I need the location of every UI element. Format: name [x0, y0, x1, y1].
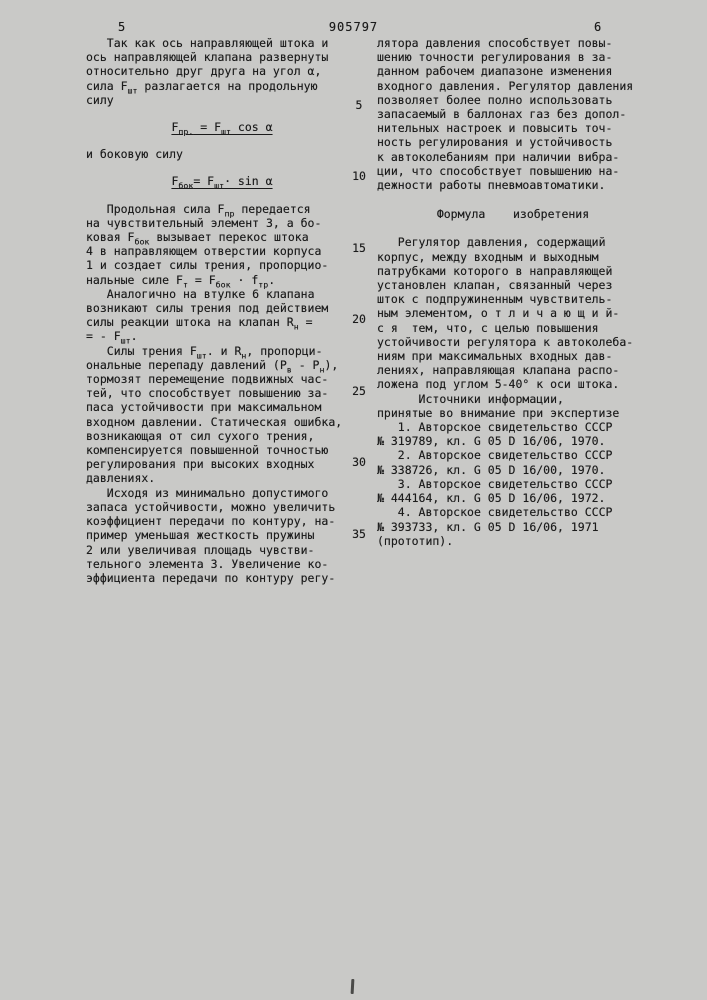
paragraph: Силы трения $F_{шт}$. и $R_н$, пропорци- ональные перепаду давлений $(Р_в - Р_н)$, тормозят перемещение подвижных час- тей, что способствует повышению за- паса устойчивости при максимальном входном давлении. Статическая ошибка, возникающая от сил сухого трения, компенсируется повышенной точностью регулирования при высоких входных давлениях.	[86, 343, 343, 486]
formula-longitudinal-force: $F_{пр.} = F_{шт}$ cos α	[171, 120, 273, 137]
paragraph: Регулятор давления, содержащий корпус, между входным и выходным патрубками которого в направляющей установлен клапан, связанный через шток с подпружиненным чувствитель- ным элементом, о т л и ч а ю щ и й- с я тем, что, с целью повышения устойчивости регулятора к автоколеба- ниям при максимальных входных дав- лениях, направляющая клапана распо- ложена под углом 5-40° к оси штока.	[377, 235, 634, 392]
page-number-right: 6	[594, 20, 602, 34]
paragraph: и боковую силу	[86, 147, 183, 162]
paragraph: лятора давления способствует повы- шению точности регулирования в за- данном рабочем диапазоне изменения входного давления. Регулятор давления позволяет более полно использовать запасаемый в баллонах газ без допол- нительных настроек и повысить точ- ность регулирования и устойчивость к автоколебаниям при наличии вибра- ции, что способствует повышению на- дежности работы пневмоавтоматики.	[377, 36, 634, 193]
reference-item: 3. Авторское свидетельство СССР № 444164, кл. G 05 D 16/06, 1972.	[377, 476, 613, 506]
formula-lateral-force: $F_{бок}= F_{шт}\cdot \sin \alpha$	[171, 174, 273, 191]
margin-line-number: 10	[352, 169, 366, 183]
right-column	[377, 36, 649, 548]
margin-line-number: 30	[352, 455, 366, 469]
margin-line-number: 5	[355, 98, 363, 112]
paragraph: Аналогично на втулке 6 клапана возникают силы трения под действием силы реакции штока на клапан $R_н$ = = - $F_{шт}$.	[86, 286, 329, 346]
reference-item: 2. Авторское свидетельство СССР № 338726, кл. G 05 D 16/00, 1970.	[377, 448, 613, 477]
reference-item: 4. Авторское свидетельство СССР № 393733, кл. G 05 D 16/06, 1971 (прототип).	[377, 505, 613, 548]
reference-item: 1. Авторское свидетельство СССР № 319789, кл. G 05 D 16/06, 1970.	[377, 420, 613, 449]
scan-artifact	[351, 979, 355, 994]
margin-line-number: 25	[352, 384, 366, 398]
margin-line-number: 20	[352, 312, 366, 326]
paragraph: Продольная сила $F_{пр}$ передается на чувствительный элемент 3, а бо- ковая $F_{бок}$ вызывает перекос штока 4 в направляющем отверстии корпуса 1 и создает силы трения, пропорцио- нальные силе $F_т = F_{бок} \cdot f_{тр}$.	[86, 201, 329, 289]
sources-intro: Источники информации, принятые во внимание при экспертизе	[377, 391, 620, 420]
section-heading-formula: Формула изобретения	[436, 207, 590, 222]
page-header	[0, 20, 707, 36]
margin-line-number: 35	[352, 527, 366, 541]
left-column	[86, 36, 358, 585]
paragraph: Так как ось направляющей штока и ось направляющей клапана развернуты относительно друг друга на угол α, сила $F_{шт}$ разлагается на продольную силу	[86, 36, 329, 107]
paragraph: Исходя из минимально допустимого запаса устойчивости, можно увеличить коэффициент передачи по контуру, на- пример уменьшая жесткость пружины 2 или увеличивая площадь чувстви- тельного элемента 3. Увеличение ко- эффициента передачи по контуру регу-	[86, 485, 336, 585]
margin-line-number: 15	[352, 241, 366, 255]
page-number-left: 5	[118, 20, 126, 34]
patent-number: 905797	[328, 20, 379, 34]
